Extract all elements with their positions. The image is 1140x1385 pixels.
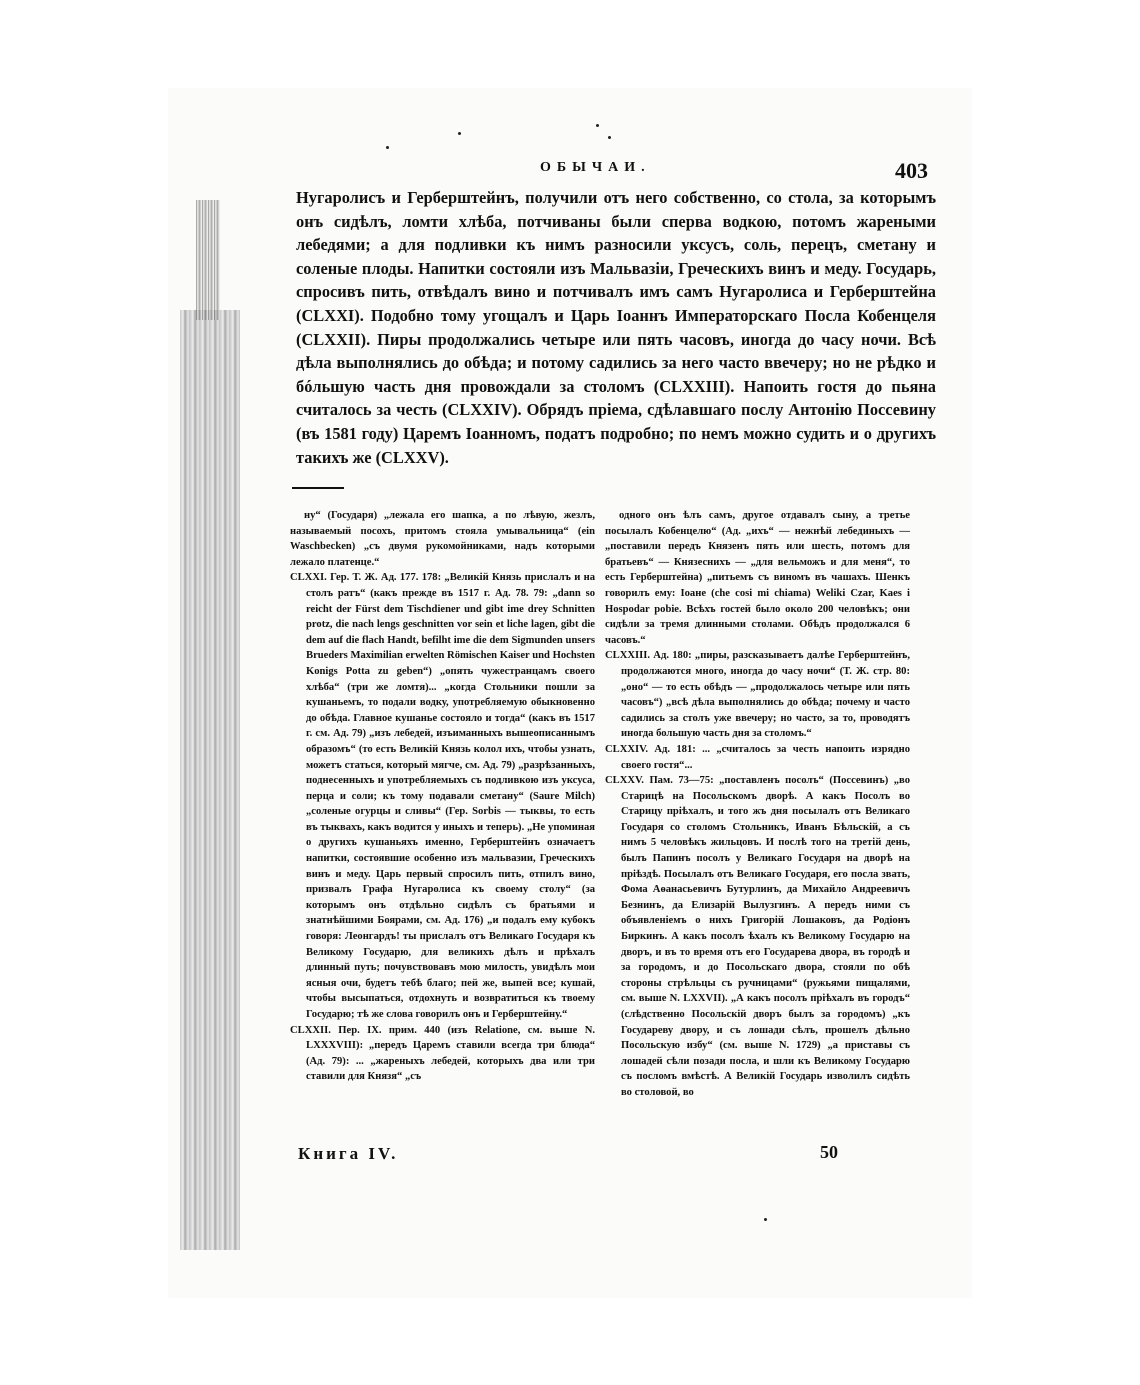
print-speck — [764, 1218, 767, 1221]
footnote-clxxv: CLXXV. Пам. 73—75: „поставленъ посолъ“ (Поссевинъ) „во Старицѣ на Посольскомъ дворѣ. А какъ Посолъ во Старицу пріѣхалъ, и того жъ дня посылалъ отъ Великаго Государя со столомъ Стольникъ, Иванъ Бѣльскій, а съ нимъ 5 человѣкъ жильцовъ. И послѣ того на третій день, былъ Папинъ посолъ у Великаго Государя на дворѣ на пріѣздѣ. Посылалъ отъ Великаго Государя, его посла звать, Фома Аѳанасьевичъ Бутурлинъ, да Михайло Андреевичъ Безнинъ, да Елизарій Вылузгинъ. А передъ ними съ объявленіемъ о нихъ Григорій Лошаковъ, да Родіонъ Биркинъ. А какъ посолъ ѣхалъ къ Великому Государю на дворъ, и въ то время отъ его Государева двора, въ городѣ и за городомъ, и до Посольскаго двора, стояли по обѣ стороны стрѣльцы съ ручницами“ (ружьями пищалями, см. выше N. LXXVII). „А какъ посолъ пріѣхалъ въ городъ“ (слѣдственно Посольскій дворъ былъ за городомъ) „къ Государеву двору, и съ лошади сѣлъ, прошелъ дѣльно Посольскую избу“ (см. выше N. 1729) „а приставы съ лошадей сѣли позади посла, и шли къ Великому Государю съ посломъ вмѣстѣ. А Великій Государь изволилъ сидѣть во столовой, во — [605, 775, 910, 1098]
book-binding-edge — [180, 310, 240, 1250]
footnote-continuation: ну“ (Государя) „лежала его шапка, а по лѣвую, жезлъ, называемый посохъ, притомъ стояла умывальница“ (ein Waschbecken) „съ двумя рукомойниками, надъ которыми лежало платенце.“ — [290, 510, 595, 568]
page-number: 403 — [895, 158, 928, 183]
footer-book-label: Книга IV. — [298, 1144, 399, 1163]
print-speck — [608, 136, 611, 139]
footnotes-right-column — [605, 508, 910, 1101]
main-paragraph: Нугаролисъ и Герберштейнъ, получили отъ него собственно, со стола, за которымъ онъ сидѣлъ, ломти хлѣба, потчиваны были сперва водкою, потомъ жареными лебедями; а для подливки къ нимъ разносили уксусъ, соль, перецъ, сметану и соленые плоды. Напитки состояли изъ Мальвазіи, Греческихъ винъ и меду. Государь, спросивъ пить, отвѣдалъ вино и потчивалъ имъ самъ Нугаролиса и Герберштейна (CLXXI). Подобно тому угощалъ и Царь Іоаннъ Императорскаго Посла Кобенцеля (CLXXII). Пиры продолжались четыре или пять часовъ, иногда до часу ночи. Всѣ дѣла выполнялись до обѣда; и потому садились за него часто ввечеру; но не рѣдко и бóльшую часть дня провождали за столомъ (CLXXIII). Напоить гостя до пьяна считалось за честь (CLXXIV). Обрядъ пріема, сдѣлавшаго послу Антонію Поссевину (въ 1581 году) Царемъ Іоанномъ, податъ подробно; по немъ можно судить и о другихъ такихъ же (CLXXV). — [296, 188, 936, 467]
print-speck — [458, 132, 461, 135]
print-speck — [596, 124, 599, 127]
footnote-clxxiii: CLXXIII. Ад. 180: „пиры, разсказываетъ далѣе Герберштейнъ, продолжаются много, иногда до часу ночи“ (Т. Ж. стр. 80: „оно“ — то есть обѣдъ — „продолжалось четыре или пять часовъ“) „всѣ дѣла выполнялись до обѣда; почему и часто садились за столъ уже ввечеру; но часто, за то, проводятъ иногда большую часть дня за столомъ.“ — [605, 650, 910, 740]
footnote-clxxii: CLXXII. Пер. IX. прим. 440 (изъ Relatione, см. выше N. LXXXVIII): „передъ Царемъ ставили всегда три блюда“ (Ад. 79): ... „жареныхъ лебедей, которыхъ два или три ставили для Князя“ „съ — [290, 1024, 595, 1083]
book-binding-threads — [196, 200, 220, 320]
footnotes-left-column — [290, 508, 595, 1085]
main-body-text — [296, 186, 936, 469]
footnote-continuation: одного онъ ѣлъ самъ, другое отдавалъ сыну, а третье посылалъ Кобенцелю“ (Ад. „ихъ“ — нежнѣй лебединыхъ — „поставили передъ Князенъ пять или шесть, потомъ для братьевъ“ — Князеснихъ — „для вельможъ и для меня“, то есть Герберштейна) „питьемъ съ виномъ въ чашахъ. Шенкъ говорилъ ему: Іоане (che cosi mi chiama) Weliki Czar, Kaes i Hospodar pobie. Всѣхъ гостей было около 200 человѣкъ; они сидѣли за тремя длинными столами. Обѣдъ продолжался 6 часовъ.“ — [605, 510, 910, 646]
footnote-separator — [292, 487, 344, 489]
footnote-clxxi: CLXXI. Гер. Т. Ж. Ад. 177. 178: „Великій Князь прислалъ и на столъ ратъ“ (какъ прежде въ 1517 г. Ад. 78. 79: „dann so reicht der Fürst dem Tischdiener und gibt ime drey Schnitten protz, die nach lengs geschnitten vor sein et liche lagen, gibt die dem auf die flach Handt, befilht ime die dem Sigmunden unsers Brueders Maximilian erwelten Römischen Kaiser und Hochsten Konigs Potta zu geben“) „опять чужестранцамъ своего хлѣба“ (три же ломтя)... „когда Стольники пошли за кушаньемъ, то подали водку, употребляемую обыкновенно до обѣда. Главное кушанье состояло и тогда“ (какъ въ 1517 г. см. Ад. 79) „изъ лебедей, изъиманныхъ вышеописаннымъ образомъ“ (то есть Великій Князь колол ихъ, чтобы узнать, можетъ статься, который мягче, см. Ад. 79) „разрѣзанныхъ, поднесенныхъ и употребляемыхъ съ подливкою изъ уксуса, перца и соли; къ тому подавали сметану“ (Saure Milch) „соленые огурцы и сливы“ (Гер. Sorbis — тыквы, то есть въ тыквахъ, какъ водится у иныхъ и теперь). „Не упоминая о другихъ кушаньяхъ именно, Герберштейнъ означаетъ напитки, состоявшие особенно изъ мальвазии, Греческихъ винъ и меду. Царь первый спросилъ пить, отпилъ вино, призвалъ Графа Нугаролиса къ своему столу“ (за которымъ онъ отдѣльно сидѣлъ съ братьями и знатнѣйшими Боярами, см. Ад. 176) „и подалъ ему кубокъ говоря: Леонгардъ! ты прислалъ отъ Великаго Государя къ Великому Государю, для великихъ дѣлъ и прѣхалъ длинный путь; почувствовавъ мою милость, увидѣлъ мои ясныя очи, будетъ тебѣ благо; пей же, выпей все; кушай, чтобы высыпаться, отдохнуть и возвратиться къ твоему Государю; тѣ же слова говорилъ онъ и Герберштейну.“ — [290, 572, 595, 1020]
footer-signature-mark: 50 — [820, 1142, 838, 1162]
footnote-clxxiv: CLXXIV. Ад. 181: ... „считалось за честь напоить изрядно своего гостя“... — [605, 743, 910, 771]
print-speck — [386, 146, 389, 149]
running-title: ОБЫЧАИ. — [540, 160, 651, 175]
